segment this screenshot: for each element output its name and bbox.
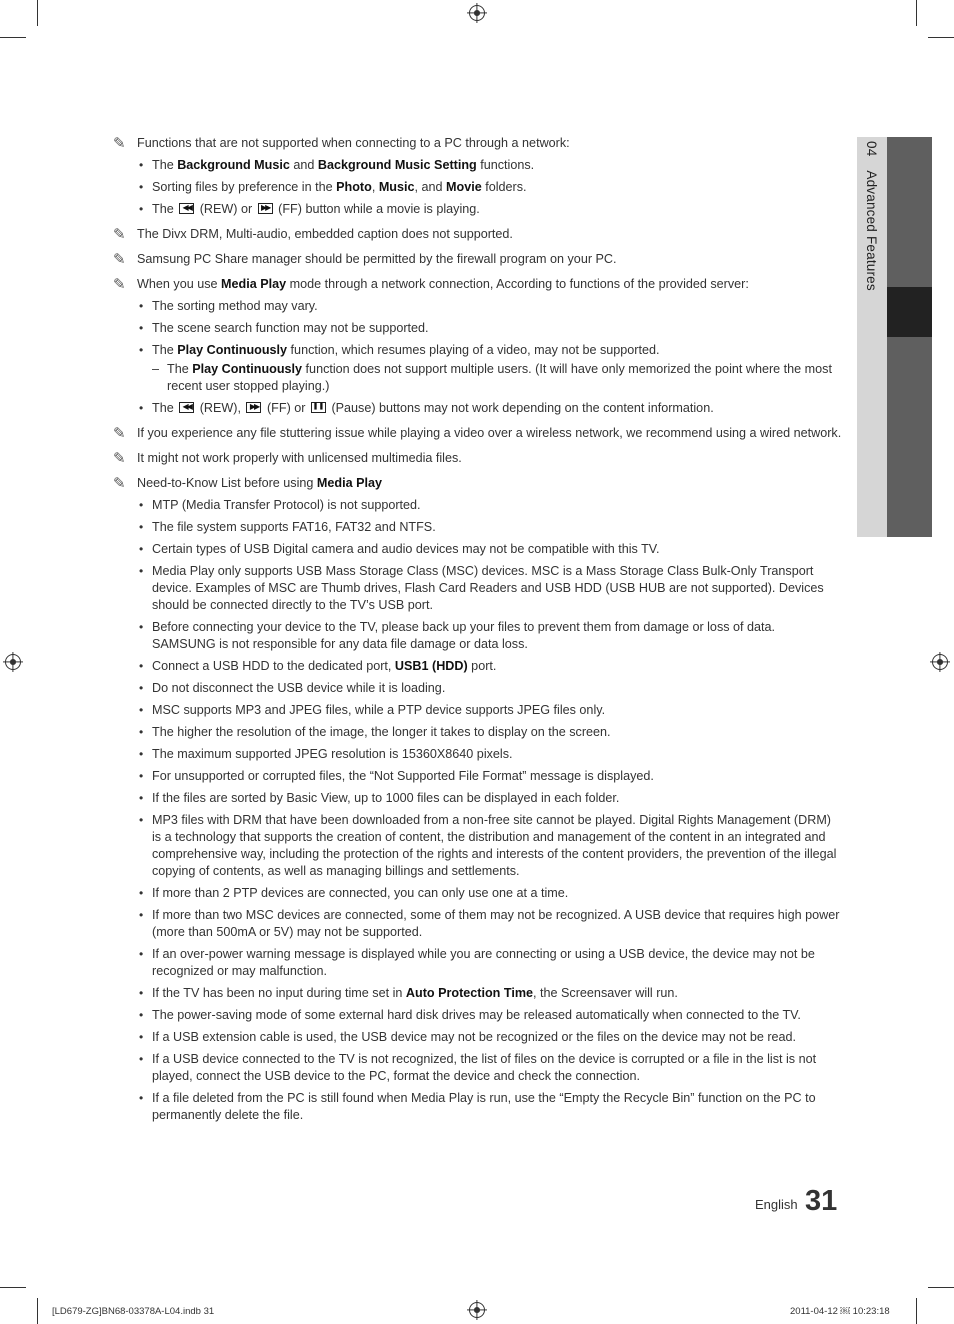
note-pencil-icon: ✎ <box>113 226 126 243</box>
text-run: The <box>167 362 193 376</box>
bullet-icon: • <box>139 343 144 357</box>
text-run: MTP (Media Transfer Protocol) is not supported. <box>152 498 421 512</box>
bullet-icon: • <box>139 498 144 512</box>
bullet-icon: • <box>139 1008 144 1022</box>
note-pencil-icon: ✎ <box>113 450 126 467</box>
text-run: The power-saving mode of some external hard disk drives may be released automatically when connected to the TV. <box>152 1008 801 1022</box>
text-run: (FF) button while a movie is playing. <box>274 202 480 216</box>
text-run: The maximum supported JPEG resolution is 15360X8640 pixels. <box>152 747 513 761</box>
note-item <box>112 425 842 442</box>
bullet-item <box>112 1007 842 1024</box>
bullet-icon: • <box>139 299 144 313</box>
bullet-icon: • <box>139 180 144 194</box>
slug-file: [LD679-ZG]BN68-03378A-L04.indb 31 <box>52 1306 215 1317</box>
text-run: If a file deleted from the PC is still found when Media Play is run, use the “Empty the Recycle Bin” function on the PC to permanently delete the file. <box>152 1091 816 1122</box>
text-run: (REW) or <box>196 202 256 216</box>
bullet-item <box>112 702 842 719</box>
bullet-item <box>112 320 842 337</box>
bold-term: Play Continuously <box>192 362 303 376</box>
text-run: , <box>371 180 379 194</box>
crop-mark <box>0 37 26 38</box>
text-run: When you use <box>137 277 222 291</box>
text-run: The higher the resolution of the image, the longer it takes to display on the screen. <box>152 725 611 739</box>
section-tab-label <box>863 141 880 291</box>
bullet-item <box>112 179 842 196</box>
bold-term: Play Continuously <box>177 343 288 357</box>
dash-icon: – <box>152 362 160 376</box>
page-number: 31 <box>805 1185 838 1217</box>
text-run: If more than 2 PTP devices are connected, you can only use one at a time. <box>152 886 569 900</box>
bullet-item <box>112 746 842 763</box>
bullet-item <box>112 1029 842 1046</box>
bullet-item <box>112 680 842 697</box>
bullet-icon: • <box>139 725 144 739</box>
text-run: and <box>289 158 318 172</box>
bullet-item <box>112 724 842 741</box>
text-run: Functions that are not supported when connecting to a PC through a network: <box>137 136 570 150</box>
bullet-item <box>112 907 842 941</box>
bullet-icon: • <box>139 813 144 827</box>
rew-button-icon <box>179 402 194 413</box>
bullet-item <box>112 519 842 536</box>
section-tab-dark <box>887 137 932 537</box>
bullet-icon: • <box>139 1091 144 1105</box>
bullet-item <box>112 563 842 614</box>
crop-mark <box>916 1298 917 1324</box>
bold-term: USB1 (HDD) <box>394 659 468 673</box>
bullet-icon: • <box>139 620 144 634</box>
bullet-item <box>112 201 842 218</box>
text-run: If you experience any file stuttering issue while playing a video over a wireless network, we recommend using a wired network. <box>137 426 842 440</box>
text-run: If more than two MSC devices are connected, some of them may not be recognized. A USB device that requires high power (more than 500mA or 5V) may not be supported. <box>152 908 840 939</box>
registration-mark-icon <box>469 5 485 21</box>
text-run: If a USB extension cable is used, the USB device may not be recognized or the files on the device may not be read. <box>152 1030 797 1044</box>
bullet-icon: • <box>139 202 144 216</box>
note-item <box>112 226 842 243</box>
bullet-item <box>112 541 842 558</box>
notes-list <box>112 135 842 1124</box>
text-run: Do not disconnect the USB device while it is loading. <box>152 681 446 695</box>
note-pencil-icon: ✎ <box>113 251 126 268</box>
footer-language: English <box>755 1197 798 1212</box>
bullet-icon: • <box>139 321 144 335</box>
bullet-item <box>112 342 842 359</box>
pause-button-icon <box>311 402 326 413</box>
bullet-item <box>112 946 842 980</box>
bullet-icon: • <box>139 986 144 1000</box>
text-run: function does not support multiple users. (It will have only memorized the point where the most recent user stopped playing.) <box>167 362 832 393</box>
note-item <box>112 475 842 492</box>
bullet-icon: • <box>139 564 144 578</box>
bullet-item <box>112 1051 842 1085</box>
bullet-item <box>112 885 842 902</box>
registration-mark-icon <box>469 1302 485 1318</box>
text-run: port. <box>467 659 497 673</box>
text-run: Sorting files by preference in the <box>152 180 337 194</box>
text-run: For unsupported or corrupted files, the “Not Supported File Format” message is displayed. <box>152 769 654 783</box>
bullet-item <box>112 790 842 807</box>
text-run: mode through a network connection, According to functions of the provided server: <box>286 277 749 291</box>
text-run: The sorting method may vary. <box>152 299 318 313</box>
crop-mark <box>37 0 38 26</box>
note-pencil-icon: ✎ <box>113 276 126 293</box>
bullet-item <box>112 619 842 653</box>
bullet-icon: • <box>139 769 144 783</box>
text-run: The scene search function may not be supported. <box>152 321 429 335</box>
bullet-icon: • <box>139 703 144 717</box>
text-run: It might not work properly with unlicensed multimedia files. <box>137 451 462 465</box>
text-run: (Pause) buttons may not work depending on the content information. <box>327 401 714 415</box>
crop-mark <box>0 1287 26 1288</box>
bullet-icon: • <box>139 1052 144 1066</box>
text-run: Media Play only supports USB Mass Storage Class (MSC) devices. MSC is a Mass Storage Class Bulk-Only Transport device. Examples of MSC are Thumb drives, Flash Card Readers and USB HDD (USB HUB are not supported). Devices should be connected directly to the TV’s USB port. <box>152 564 824 612</box>
bullet-icon: • <box>139 908 144 922</box>
registration-mark-icon <box>5 654 21 670</box>
note-item <box>112 135 842 152</box>
bullet-item <box>112 658 842 675</box>
bullet-item <box>112 768 842 785</box>
bullet-item <box>112 497 842 514</box>
bold-term: Media Play <box>221 277 287 291</box>
bold-term: Media Play <box>316 476 383 490</box>
text-run: Connect a USB HDD to the dedicated port, <box>152 659 395 673</box>
bold-term: Music <box>378 180 415 194</box>
bullet-item <box>112 157 842 174</box>
section-number: 04 <box>864 141 879 157</box>
bullet-icon: • <box>139 659 144 673</box>
note-pencil-icon: ✎ <box>113 425 126 442</box>
text-run: function, which resumes playing of a video, may not be supported. <box>287 343 660 357</box>
bold-term: Photo <box>336 180 372 194</box>
text-run: Need-to-Know List before using <box>137 476 317 490</box>
bold-term: Background Music Setting <box>317 158 477 172</box>
dash-item <box>112 361 842 395</box>
bullet-icon: • <box>139 947 144 961</box>
bullet-item <box>112 985 842 1002</box>
text-run: functions. <box>476 158 535 172</box>
text-run: The file system supports FAT16, FAT32 and NTFS. <box>152 520 436 534</box>
text-run: The <box>152 202 178 216</box>
section-tab-marker <box>887 287 932 337</box>
text-run: , and <box>414 180 447 194</box>
bullet-icon: • <box>139 747 144 761</box>
text-run: The Divx DRM, Multi-audio, embedded caption does not supported. <box>137 227 513 241</box>
bullet-icon: • <box>139 681 144 695</box>
bullet-item <box>112 812 842 880</box>
section-title: Advanced Features <box>864 170 879 291</box>
rew-button-icon <box>179 203 194 214</box>
ff-button-icon <box>258 203 273 214</box>
note-item <box>112 251 842 268</box>
crop-mark <box>928 37 954 38</box>
text-run: , the Screensaver will run. <box>533 986 678 1000</box>
text-run: The <box>152 158 178 172</box>
text-run: (FF) or <box>263 401 309 415</box>
crop-mark <box>916 0 917 26</box>
text-run: If the files are sorted by Basic View, up to 1000 files can be displayed in each folder. <box>152 791 620 805</box>
slug-datetime: 2011-04-12 ￼ 10:23:18 <box>790 1306 890 1317</box>
ff-button-icon <box>246 402 261 413</box>
bullet-item <box>112 298 842 315</box>
text-run: folders. <box>481 180 527 194</box>
note-item <box>112 276 842 293</box>
text-run: Certain types of USB Digital camera and audio devices may not be compatible with this TV. <box>152 542 660 556</box>
crop-mark <box>928 1287 954 1288</box>
bullet-icon: • <box>139 158 144 172</box>
bold-term: Auto Protection Time <box>405 986 534 1000</box>
bold-term: Movie <box>446 180 482 194</box>
text-run: MSC supports MP3 and JPEG files, while a PTP device supports JPEG files only. <box>152 703 606 717</box>
text-run: Samsung PC Share manager should be permitted by the firewall program on your PC. <box>137 252 617 266</box>
registration-mark-icon <box>932 654 948 670</box>
text-run: If an over-power warning message is displayed while you are connecting or using a USB device, the device may not be recognized or may malfunction. <box>152 947 815 978</box>
note-item <box>112 450 842 467</box>
note-pencil-icon: ✎ <box>113 135 126 152</box>
bullet-icon: • <box>139 791 144 805</box>
text-run: If the TV has been no input during time set in <box>152 986 406 1000</box>
text-run: The <box>152 343 178 357</box>
crop-mark <box>37 1298 38 1324</box>
text-run: MP3 files with DRM that have been downloaded from a non-free site cannot be played. Digital Rights Management (DRM) is a technology that supports the creation of content, the distribution and management of the content in an integrated and comprehensive way, including the protection of the rights and interests of the content providers, the prevention of the illegal copying of contents, as well as managing billings and settlements. <box>152 813 837 878</box>
text-run: Before connecting your device to the TV, please back up your files to prevent them from damage or loss of data. SAMSUNG is not responsible for any data file damage or data loss. <box>152 620 776 651</box>
bullet-item <box>112 1090 842 1124</box>
text-run: (REW), <box>196 401 245 415</box>
bullet-icon: • <box>139 542 144 556</box>
text-run: If a USB device connected to the TV is not recognized, the list of files on the device is corrupted or a file in the list is not played, connect the USB device to the PC, format the device and check the connection. <box>152 1052 817 1083</box>
bullet-icon: • <box>139 401 144 415</box>
bullet-icon: • <box>139 886 144 900</box>
bullet-item <box>112 400 842 417</box>
text-run: The <box>152 401 178 415</box>
bullet-icon: • <box>139 520 144 534</box>
note-pencil-icon: ✎ <box>113 475 126 492</box>
bullet-icon: • <box>139 1030 144 1044</box>
bold-term: Background Music <box>177 158 290 172</box>
